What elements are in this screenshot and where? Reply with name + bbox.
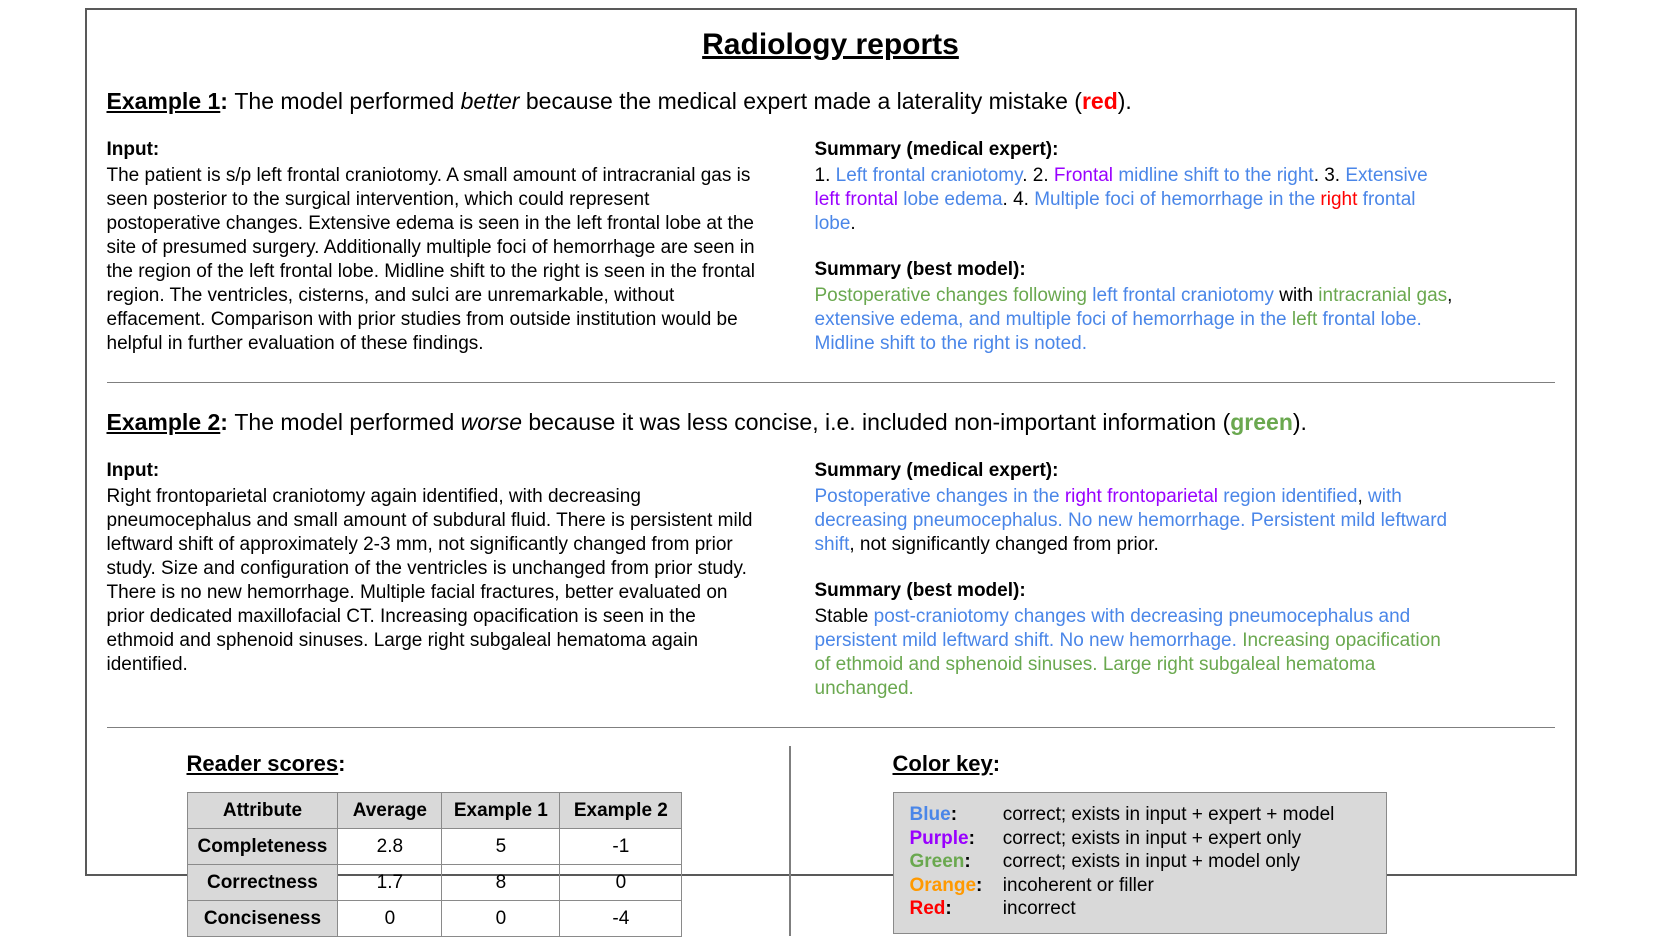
- example-2-model-summary-label: Summary (best model):: [814, 580, 1026, 601]
- color-key-desc: incorrect: [1002, 898, 1076, 919]
- figure-frame: [85, 8, 1577, 929]
- example-2-columns: [107, 459, 1555, 701]
- example-2-model-summary-text: Stable post-craniotomy changes with decreasing pneumocephalus and persistent mild leftward shift. No new hemorrhage. Increasing opacification of ethmoid and sphenoid sinuses. Large right subgaleal hematoma unchanged.: [814, 606, 1441, 699]
- table-header-row: [187, 793, 682, 829]
- color-key-label-wrap: [910, 803, 998, 827]
- score-cell: 0: [338, 901, 442, 937]
- example-1-model-summary-text: Postoperative changes following left frontal craniotomy with intracranial gas, extensive edema, and multiple foci of hemorrhage in the left frontal lobe. Midline shift to the right is noted.: [814, 285, 1453, 354]
- color-key-item-orange: [910, 874, 1370, 898]
- color-key-label: Red: [909, 898, 946, 919]
- color-key-desc: correct; exists in input + expert only: [1002, 827, 1302, 849]
- color-key-colon: :: [945, 898, 952, 919]
- score-cell: 2.8: [338, 829, 442, 865]
- score-cell: -4: [560, 901, 682, 937]
- color-key-heading: Color key:: [892, 751, 1001, 776]
- color-key-label-wrap: [910, 897, 998, 921]
- color-key-colon: :: [964, 851, 971, 872]
- example-2-input-label: Input:: [106, 460, 160, 481]
- section-divider-2: [107, 727, 1555, 728]
- color-key-label-wrap: [910, 850, 998, 874]
- color-key-label-wrap: [910, 874, 998, 898]
- color-key-label: Orange: [909, 874, 977, 896]
- example-1-section: [107, 86, 1555, 356]
- column-header-attribute: Attribute: [187, 793, 338, 829]
- score-cell: -1: [560, 829, 682, 865]
- color-key-item-red: [910, 897, 1370, 921]
- color-key-desc: correct; exists in input + expert + model: [1002, 804, 1335, 825]
- color-key-desc: incoherent or filler: [1002, 874, 1154, 896]
- color-key-item-green: [910, 850, 1370, 874]
- color-key-label: Purple: [909, 827, 969, 849]
- color-key-colon: :: [950, 804, 958, 825]
- example-2-input-text: Right frontoparietal craniotomy again identified, with decreasing pneumocephalus and small amount of subdural fluid. There is persistent mild leftward shift of approximately 2-3 mm, not significantly changed from prior study. Size and configuration of the ventricles is unchanged from prior study. There is no new hemorrhage. Multiple facial fractures, better evaluated on prior dedicated maxillofacial CT. Increasing opacification is seen in the ethmoid and sphenoid sinuses. Large right subgaleal hematoma again identified.: [106, 486, 753, 675]
- color-key-label: Blue: [909, 804, 951, 825]
- table-row-conciseness: [187, 901, 682, 937]
- color-key-colon: :: [976, 874, 983, 896]
- example-1-input-label: Input:: [106, 139, 160, 160]
- reader-scores-block: [107, 742, 789, 937]
- example-1-expert-summary-label: Summary (medical expert):: [814, 139, 1059, 160]
- example-2-section: [107, 407, 1555, 701]
- example-2-heading: Example 2: The model performed worse because it was less concise, i.e. included non-important information (green).: [106, 409, 1307, 435]
- column-header-example-1: Example 1: [442, 793, 560, 829]
- figure-title: Radiology reports: [702, 28, 959, 61]
- example-1-heading: Example 1: The model performed better because the medical expert made a laterality mistake (red).: [106, 88, 1132, 114]
- example-1-model-summary-label: Summary (best model):: [814, 259, 1026, 280]
- reader-scores-heading: Reader scores:: [186, 751, 346, 776]
- example-1-input-column: [107, 138, 757, 356]
- example-2-expert-summary-text: Postoperative changes in the right frontoparietal region identified, with decreasing pneumocephalus. No new hemorrhage. Persistent mild leftward shift, not significantly changed from prior.: [814, 486, 1448, 555]
- reader-scores-table: [187, 792, 683, 937]
- table-row-correctness: [187, 865, 682, 901]
- score-cell: 8: [442, 865, 560, 901]
- color-key-item-blue: [910, 803, 1370, 827]
- score-cell: 5: [442, 829, 560, 865]
- row-label: Conciseness: [187, 901, 338, 937]
- section-divider-1: [107, 382, 1555, 383]
- example-1-input-text: The patient is s/p left frontal craniotomy. A small amount of intracranial gas is seen posterior to the surgical intervention, which could represent postoperative changes. Extensive edema is seen in the left frontal lobe at the site of presumed surgery. Additionally multiple foci of hemorrhage are seen in the region of the left frontal lobe. Midline shift to the right is seen in the frontal region. The ventricles, cisterns, and sulci are unremarkable, without effacement. Comparison with prior studies from outside institution would be helpful in further evaluation of these findings.: [106, 165, 755, 354]
- color-key-desc: correct; exists in input + model only: [1002, 851, 1301, 872]
- color-key-item-purple: [910, 827, 1370, 851]
- example-2-summary-column: [815, 459, 1455, 701]
- score-cell: 1.7: [338, 865, 442, 901]
- color-key-block: [791, 742, 1387, 937]
- score-cell: 0: [560, 865, 682, 901]
- score-cell: 0: [442, 901, 560, 937]
- column-header-example-2: Example 2: [560, 793, 682, 829]
- color-key-colon: :: [968, 827, 975, 849]
- example-1-summary-column: [815, 138, 1455, 356]
- row-label: Correctness: [187, 865, 338, 901]
- bottom-section: [107, 742, 1555, 937]
- color-key-label-wrap: [910, 827, 998, 851]
- row-label: Completeness: [187, 829, 338, 865]
- example-2-expert-summary-label: Summary (medical expert):: [814, 460, 1059, 481]
- example-1-columns: [107, 138, 1555, 356]
- example-2-input-column: [107, 459, 757, 701]
- column-header-average: Average: [338, 793, 442, 829]
- color-key-box: [893, 792, 1387, 934]
- color-key-label: Green: [909, 851, 965, 872]
- table-row-completeness: [187, 829, 682, 865]
- example-1-expert-summary-text: 1. Left frontal craniotomy. 2. Frontal midline shift to the right. 3. Extensive left frontal lobe edema. 4. Multiple foci of hemorrhage in the right frontal lobe.: [814, 165, 1428, 234]
